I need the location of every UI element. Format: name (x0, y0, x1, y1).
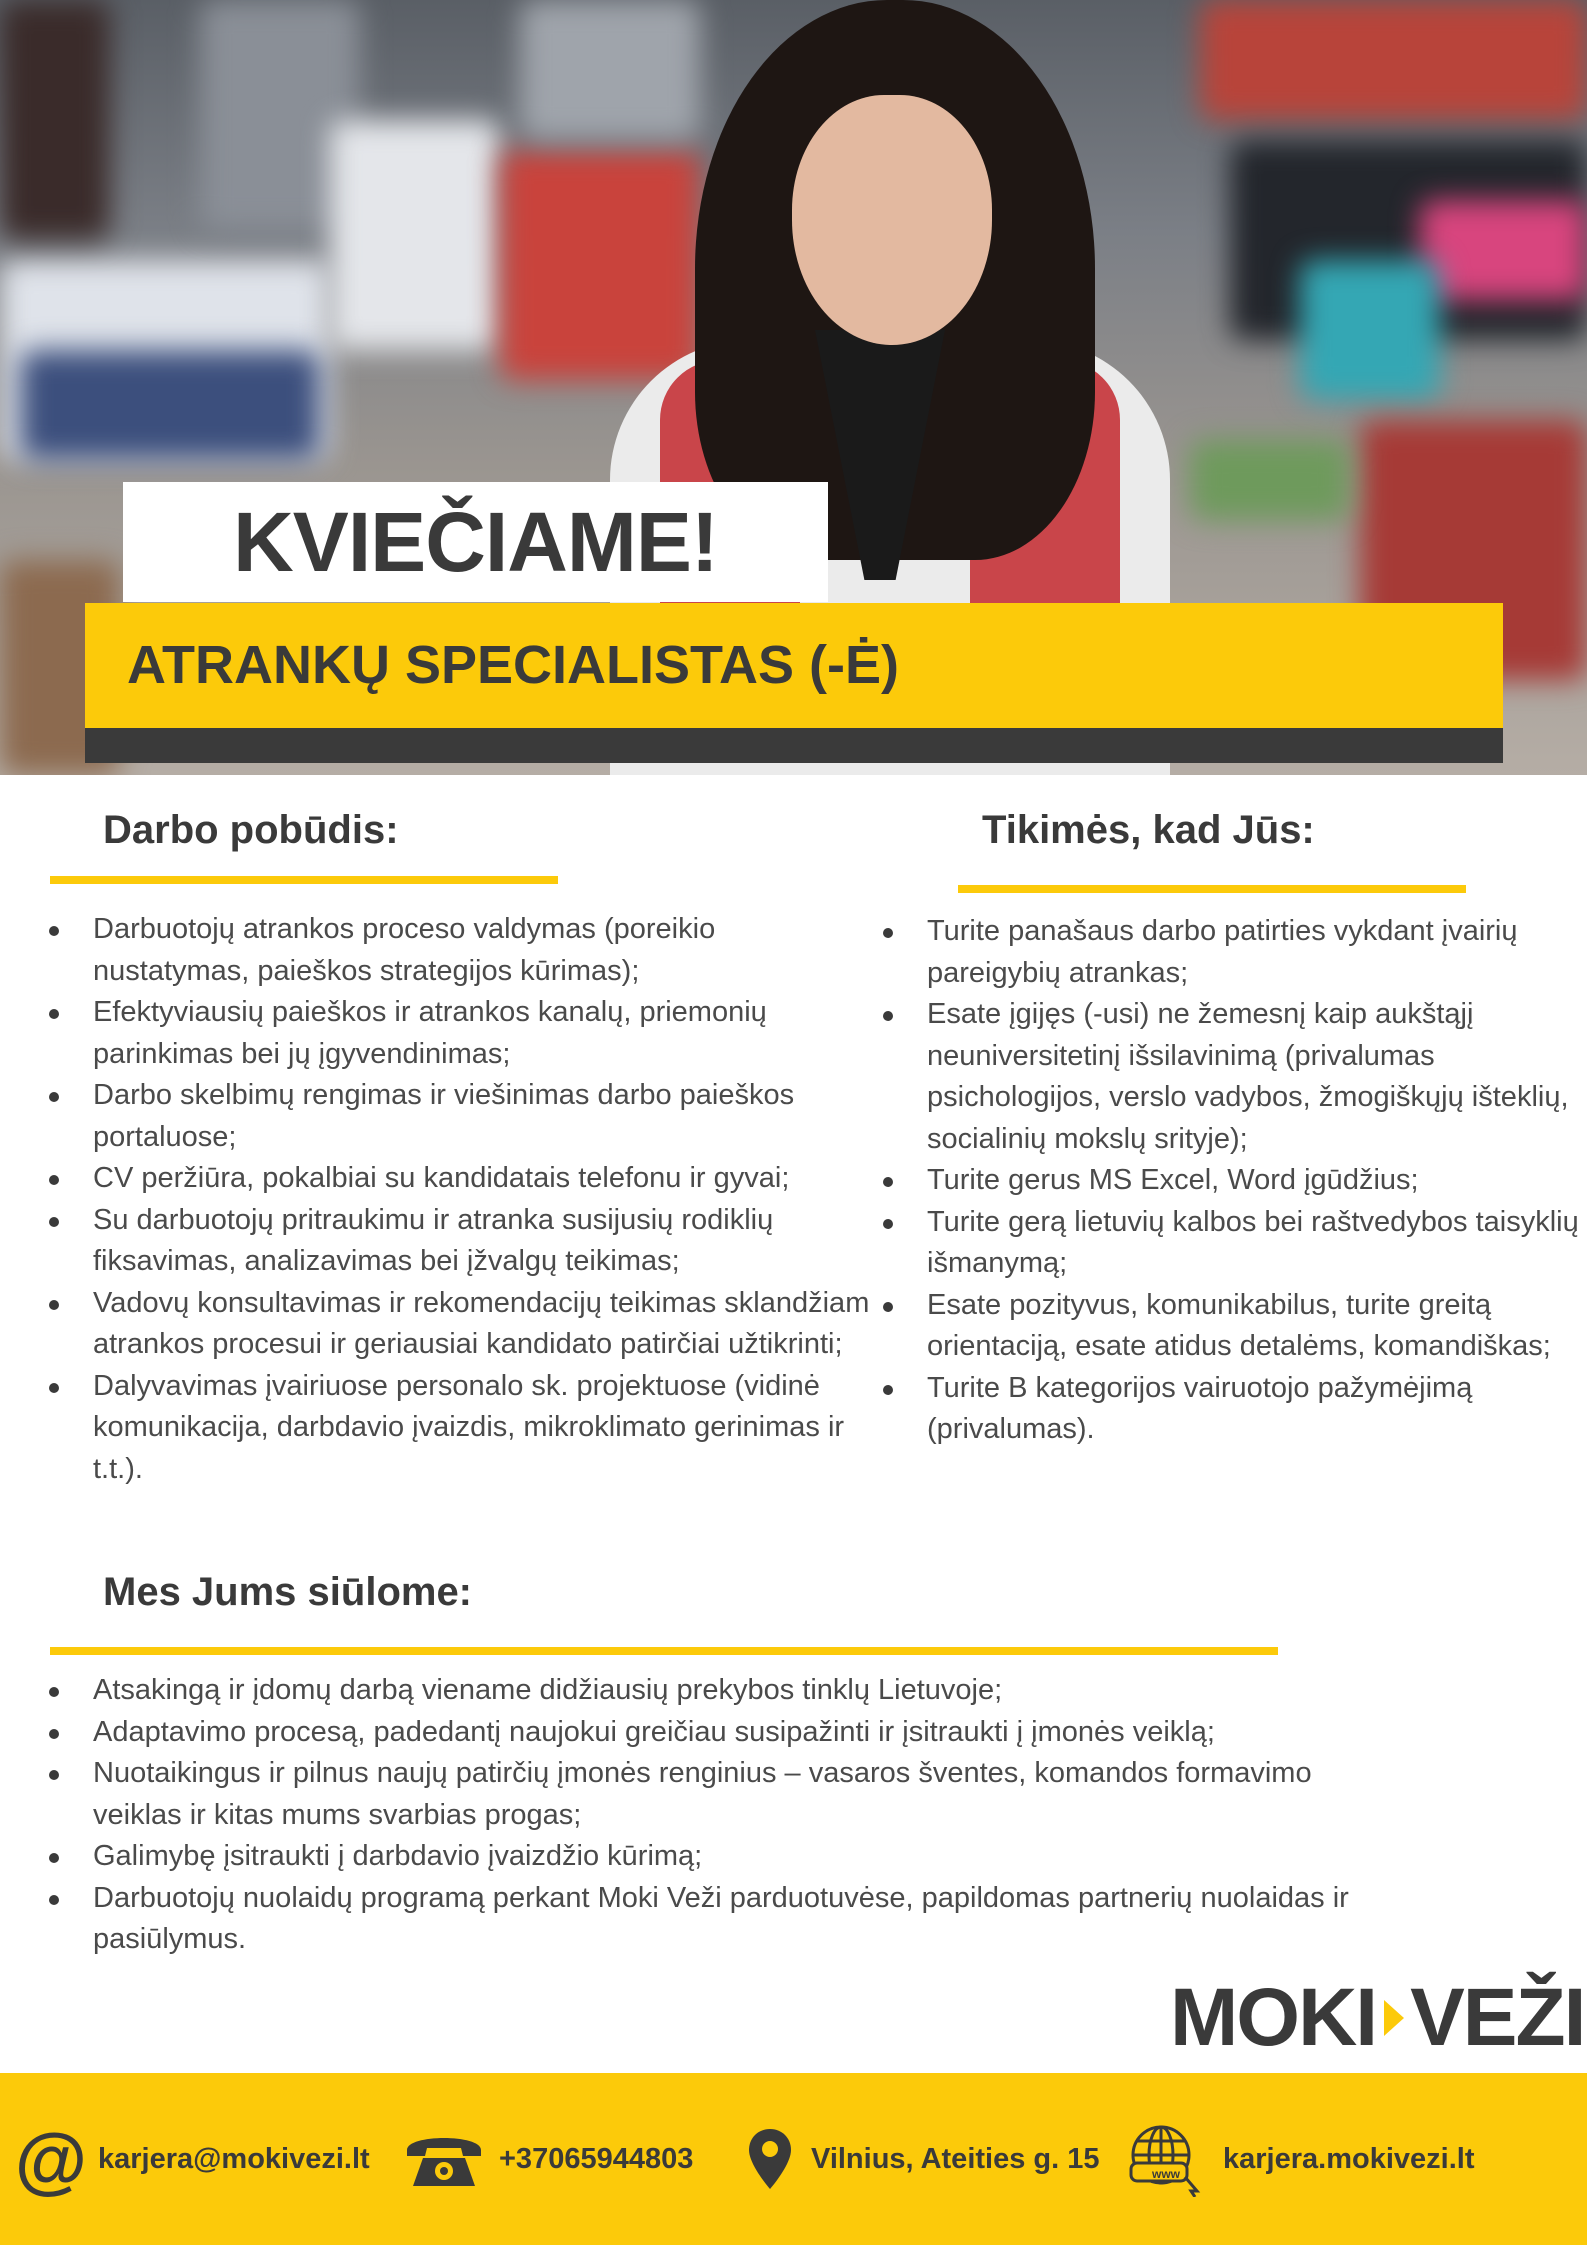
list-item-line: Dalyvavimas įvairiuose personalo sk. projektuose (vidinė (93, 1369, 820, 1402)
list-item-line: Vadovų konsultavimas ir rekomendacijų teikimas sklandžiam (93, 1286, 870, 1319)
offer-heading: Mes Jums siūlome: (103, 1570, 473, 1614)
list-item-line: CV peržiūra, pokalbiai su kandidatais telefonu ir gyvai; (93, 1162, 790, 1194)
contact-footer (0, 2073, 1587, 2245)
list-item-line: Turite B kategorijos vairuotojo pažymėjimą (927, 1371, 1473, 1404)
title-dark-strip (85, 728, 1503, 763)
contact-website[interactable] (1125, 2073, 1474, 2245)
list-item-line: orientaciją, esate atidus detalėms, komandiškas; (927, 1330, 1551, 1362)
list-item-line: socialinių mokslų srityje); (927, 1122, 1248, 1155)
list-item-line: Esate įgijęs (-usi) ne žemesnį kaip aukštąjį (927, 998, 1474, 1030)
offer-list (71, 1670, 1451, 1961)
list-item-line: pareigybių atrankas; (927, 956, 1189, 989)
contact-address (747, 2073, 1100, 2245)
list-item-line: Adaptavimo procesą, padedantį naujokui greičiau susipažinti ir įsitraukti į įmonės veiklą; (93, 1715, 1215, 1748)
list-item-line: Su darbuotojų pritraukimu ir atranka susijusių rodiklių (93, 1203, 774, 1236)
duties-list (71, 909, 891, 1490)
requirements-heading: Tikimės, kad Jūs: (982, 808, 1315, 852)
list-item-line: Turite panašaus darbo patirties vykdant įvairių (927, 915, 1518, 947)
list-item (905, 911, 1585, 994)
list-item (71, 909, 891, 992)
shelf-left-dark (0, 0, 110, 240)
shelf-top-gray (520, 0, 700, 140)
list-item-line: psichologijos, verslo vadybos, žmogiškųjų išteklių, (927, 1081, 1569, 1113)
list-item-line: atrankos procesui ir geriausiai kandidato patirčiai užtikrinti; (93, 1328, 843, 1360)
globe-www-label: www (1151, 2167, 1180, 2181)
list-item (71, 1283, 891, 1366)
list-item (71, 1366, 891, 1491)
floor-mat (1190, 440, 1350, 520)
list-item-line: Turite gerą lietuvių kalbos bei raštvedybos taisyklių (927, 1205, 1579, 1238)
contact-phone-text[interactable]: +37065944803 (499, 2142, 694, 2175)
list-item-line: Atsakingą ir įdomų darbą viename didžiausių prekybos tinklų Lietuvoje; (93, 1674, 1003, 1706)
list-item (905, 994, 1585, 1160)
position-title: ATRANKŲ SPECIALISTAS (-Ė) (127, 635, 899, 695)
list-item-line: Turite gerus MS Excel, Word įgūdžius; (927, 1164, 1419, 1196)
logo-right-word: VEŽI (1410, 1972, 1585, 2063)
list-item-line: Darbo skelbimų rengimas ir viešinimas darbo paieškos (93, 1079, 795, 1111)
telephone-icon (403, 2128, 485, 2190)
moki-vezi-logo (1170, 1972, 1585, 2063)
shelf-red-boxes (500, 150, 700, 380)
list-item (71, 1878, 1451, 1961)
list-item (71, 992, 891, 1075)
list-item-line: veiklas ir kitas mums svarbias progas; (93, 1798, 582, 1831)
list-item (71, 1712, 1451, 1754)
list-item (71, 1836, 1451, 1878)
list-item (905, 1368, 1585, 1451)
list-item-line: Esate pozityvus, komunikabilus, turite greitą (927, 1288, 1492, 1321)
list-item (905, 1202, 1585, 1285)
duties-underline (50, 876, 558, 884)
list-item-line: Darbuotojų atrankos proceso valdymas (poreikio (93, 913, 716, 945)
logo-arrow-icon (1384, 2000, 1404, 2036)
list-item (71, 1200, 891, 1283)
contact-address-text: Vilnius, Ateities g. 15 (811, 2142, 1100, 2175)
requirements-list (905, 911, 1585, 1451)
person-face (792, 95, 992, 345)
list-item-line: nustatymas, paieškos strategijos kūrimas); (93, 954, 640, 987)
list-item (905, 1285, 1585, 1368)
shelf-right-teal (1300, 260, 1440, 400)
list-item-line: portaluose; (93, 1120, 237, 1153)
position-title-bar (85, 603, 1503, 728)
list-item (71, 1753, 1451, 1836)
contact-email-text[interactable]: karjera@mokivezi.lt (98, 2142, 370, 2175)
list-item-line: fiksavimas, analizavimas bei įžvalgų teikimas; (93, 1245, 680, 1277)
invite-heading: KVIEČIAME! (233, 495, 718, 589)
list-item (71, 1158, 891, 1200)
list-item-line: (privalumas). (927, 1413, 1095, 1445)
contact-website-text[interactable]: karjera.mokivezi.lt (1223, 2142, 1475, 2175)
list-item-line: išmanymą; (927, 1247, 1068, 1279)
contact-email[interactable] (14, 2073, 370, 2245)
list-item-line: neuniversitetinį išsilavinimą (privalumas (927, 1039, 1435, 1072)
list-item-line: Darbuotojų nuolaidų programą perkant Moki Veži parduotuvėse, papildomas partnerių nuolaidas ir (93, 1881, 1349, 1914)
list-item-line: t.t.). (93, 1452, 143, 1485)
logo-left-word: MOKI (1170, 1972, 1377, 2063)
list-item (71, 1670, 1451, 1712)
list-item-line: komunikacija, darbdavio įvaizdis, mikroklimato gerinimas ir (93, 1411, 845, 1443)
list-item-line: Nuotaikingus ir pilnus naujų patirčių įmonės renginius – vasaros šventes, komandos formavimo (93, 1757, 1312, 1789)
list-item (905, 1160, 1585, 1202)
shelf-left-white (330, 120, 500, 350)
list-item-line: Efektyviausių paieškos ir atrankos kanalų, priemonių (93, 996, 767, 1028)
invite-banner (123, 482, 828, 602)
location-pin-icon (747, 2127, 793, 2191)
shelf-right-pink (1420, 200, 1587, 300)
list-item-line: Galimybę įsitraukti į darbdavio įvaizdžio kūrimą; (93, 1840, 703, 1872)
list-item-line: parinkimas bei jų įgyvendinimas; (93, 1037, 511, 1070)
globe-www-icon (1125, 2121, 1201, 2197)
contact-phone[interactable] (403, 2073, 693, 2245)
list-item (71, 1075, 891, 1158)
requirements-underline (958, 885, 1466, 893)
list-item-line: pasiūlymus. (93, 1923, 247, 1955)
shelf-right-red (1200, 0, 1587, 120)
offer-underline (50, 1647, 1278, 1655)
at-sign-icon: @ (14, 2117, 88, 2201)
shelf-paint-labels (20, 350, 320, 460)
duties-heading: Darbo pobūdis: (103, 808, 399, 852)
